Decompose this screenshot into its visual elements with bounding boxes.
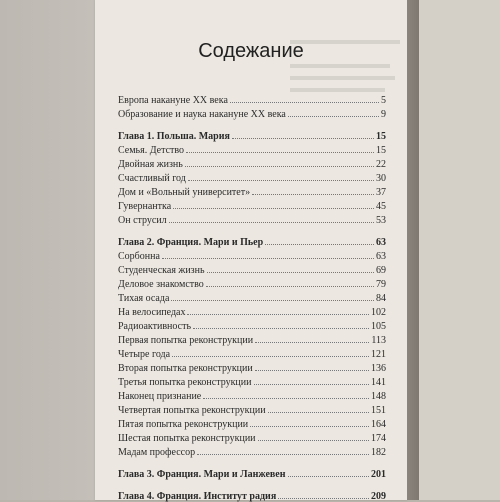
toc-page-number: 15 [376, 131, 386, 142]
toc-entry-title: Студенческая жизнь [118, 265, 205, 276]
toc-row [118, 186, 386, 198]
toc-leader-dots [186, 144, 374, 153]
toc-leader-dots [250, 418, 369, 427]
toc-leader-dots [203, 390, 369, 399]
toc-page-number: 22 [376, 159, 386, 170]
toc-row [118, 418, 386, 430]
toc-row [118, 200, 386, 212]
toc-leader-dots [188, 172, 374, 181]
toc-page-number: 151 [371, 405, 386, 416]
toc-row [118, 362, 386, 374]
toc-row [118, 376, 386, 388]
toc-row [118, 214, 386, 226]
toc-page-number: 45 [376, 201, 386, 212]
toc-page-number: 201 [371, 469, 386, 480]
toc-entry-title: Дом и «Вольный университет» [118, 187, 251, 198]
toc-page-number: 121 [371, 349, 386, 360]
toc-entry-title: Третья попытка реконструкции [118, 377, 252, 388]
toc-leader-dots [162, 250, 374, 259]
toc-row [118, 334, 386, 346]
toc-row [118, 404, 386, 416]
toc-entry-title: Пятая попытка реконструкции [118, 419, 249, 430]
toc-chapter-row [118, 236, 386, 248]
toc-row [118, 108, 386, 120]
toc-page-number: 9 [381, 109, 386, 120]
toc-entry-title: Деловое знакомство [118, 279, 204, 290]
toc-page-number: 141 [371, 377, 386, 388]
toc-leader-dots [265, 236, 374, 245]
toc-leader-dots [268, 404, 369, 413]
toc-page-number: 164 [371, 419, 386, 430]
toc-page-number: 136 [371, 363, 386, 374]
toc-entry-title: Шестая попытка реконструкции [118, 433, 256, 444]
toc-leader-dots [230, 94, 379, 103]
toc-page-number: 148 [371, 391, 386, 402]
toc-row [118, 158, 386, 170]
toc-entry-title: Вторая попытка реконструкции [118, 363, 253, 374]
toc-row [118, 172, 386, 184]
toc-page-number: 30 [376, 173, 386, 184]
toc-leader-dots [232, 130, 374, 139]
toc-page-number: 63 [376, 251, 386, 262]
toc-page-number: 182 [371, 447, 386, 458]
toc-leader-dots [187, 306, 369, 315]
toc-page-number: 63 [376, 237, 386, 248]
toc-leader-dots [255, 362, 369, 371]
toc-row [118, 94, 386, 106]
toc-page-number: 37 [376, 187, 386, 198]
toc-leader-dots [197, 446, 369, 455]
toc-entry-title: Глава 3. Франция. Мари и Ланжевен [118, 469, 286, 480]
toc-entry-title: Глава 1. Польша. Мария [118, 131, 230, 142]
toc-row [118, 390, 386, 402]
toc-row [118, 432, 386, 444]
toc-leader-dots [173, 200, 374, 209]
toc-page-number: 102 [371, 307, 386, 318]
toc-entry-title: Гувернантка [118, 201, 172, 212]
toc-leader-dots [169, 214, 374, 223]
toc-entry-title: Четвертая попытка реконструкции [118, 405, 266, 416]
toc-entry-title: Первая попытка реконструкции [118, 335, 254, 346]
toc-row [118, 292, 386, 304]
toc-leader-dots [171, 292, 374, 301]
toc-page-number: 84 [376, 293, 386, 304]
toc-leader-dots [254, 376, 370, 385]
toc-entry-title: Тихая осада [118, 293, 170, 304]
toc-entry-title: Он струсил [118, 215, 167, 226]
toc-page-number: 15 [376, 145, 386, 156]
toc-leader-dots [288, 468, 370, 477]
toc-page-number: 174 [371, 433, 386, 444]
toc-page-number: 209 [371, 491, 386, 502]
toc-page-number: 69 [376, 265, 386, 276]
toc-entry-title: Мадам профессор [118, 447, 196, 458]
toc-page-number: 79 [376, 279, 386, 290]
toc-entry-title: Наконец признание [118, 391, 202, 402]
toc-entry-title: Четыре года [118, 349, 171, 360]
toc-leader-dots [172, 348, 369, 357]
toc-row [118, 348, 386, 360]
toc-leader-dots [252, 186, 374, 195]
toc-row [118, 306, 386, 318]
toc-entry-title: Счастливый год [118, 173, 186, 184]
toc-row [118, 144, 386, 156]
toc-page-number: 53 [376, 215, 386, 226]
toc-chapter-row [118, 490, 386, 502]
toc-entry-title: Глава 4. Франция. Институт радия [118, 491, 277, 502]
toc-entry-title: Европа накануне XX века [118, 95, 228, 106]
toc-chapter-row [118, 130, 386, 142]
toc-entry-title: Образование и наука накануне XX века [118, 109, 286, 120]
toc-row [118, 250, 386, 262]
toc-leader-dots [193, 320, 369, 329]
toc-entry-title: На велосипедах [118, 307, 186, 318]
toc-entry-title: Радиоактивность [118, 321, 192, 332]
page-title: Содежание [198, 40, 304, 62]
toc-leader-dots [206, 278, 374, 287]
toc-leader-dots [255, 334, 369, 343]
toc-row [118, 320, 386, 332]
toc-entry-title: Глава 2. Франция. Мари и Пьер [118, 237, 264, 248]
toc-page-number: 105 [371, 321, 386, 332]
toc-entry-title: Семья. Детство [118, 145, 185, 156]
toc-leader-dots [278, 490, 369, 499]
toc-row [118, 278, 386, 290]
toc-row [118, 446, 386, 458]
toc-page-number: 113 [371, 335, 386, 346]
toc-leader-dots [185, 158, 374, 167]
toc-row [118, 264, 386, 276]
toc-page-number: 5 [381, 95, 386, 106]
toc-leader-dots [258, 432, 369, 441]
toc-entry-title: Двойная жизнь [118, 159, 183, 170]
toc-chapter-row [118, 468, 386, 480]
toc-leader-dots [207, 264, 374, 273]
toc-entry-title: Сорбонна [118, 251, 160, 262]
toc-leader-dots [288, 108, 379, 117]
